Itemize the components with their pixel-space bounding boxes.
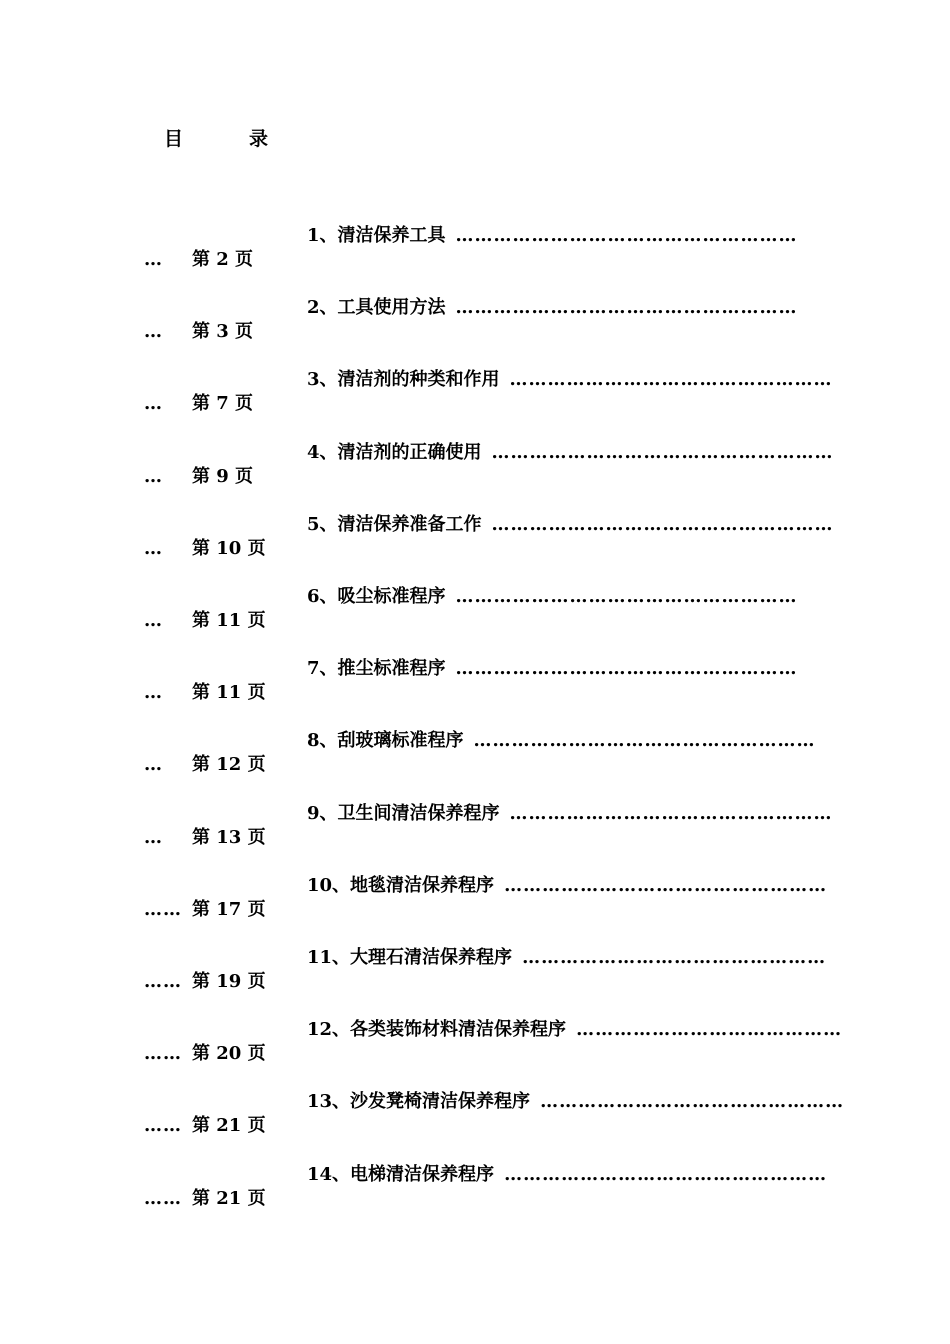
toc-leader-dots: ……………………………………………… — [455, 658, 798, 680]
toc-leader-dots-continued: …… — [144, 1115, 182, 1137]
toc-leader-dots-continued: … — [144, 465, 163, 487]
toc-leader-dots: ………………………………………… — [522, 947, 827, 968]
toc-entry-page-line — [144, 1111, 266, 1137]
toc-entry-heading — [307, 1087, 845, 1113]
toc-leader-dots-continued: … — [144, 321, 163, 343]
toc-leader-dots-continued: … — [144, 393, 163, 415]
toc-entry[interactable] — [0, 365, 950, 437]
toc-leader-dots: ……………………………………………… — [473, 730, 816, 752]
toc-entry-title: 12、各类装饰材料清洁保养程序 — [307, 1019, 567, 1041]
toc-page-number: 第 13 页 — [192, 826, 266, 848]
toc-entry-page-line — [144, 245, 253, 271]
toc-leader-dots-continued: …… — [144, 1187, 182, 1209]
toc-leader-dots: …………………………………………… — [504, 874, 828, 896]
toc-entry-page-line — [144, 389, 253, 415]
toc-page-number: 第 17 页 — [192, 898, 266, 920]
toc-entry-heading — [307, 438, 834, 464]
toc-leader-dots: ……………………………………………… — [455, 225, 798, 246]
toc-page-number: 第 21 页 — [192, 1115, 266, 1137]
toc-leader-dots-continued: … — [144, 826, 163, 848]
toc-page-number: 第 3 页 — [192, 321, 254, 343]
toc-entry-page-line — [144, 750, 266, 776]
toc-leader-dots: ………………………………………… — [540, 1091, 845, 1113]
toc-entry-heading — [307, 293, 803, 319]
toc-entry-page-line — [144, 678, 266, 704]
toc-page-number: 第 11 页 — [192, 682, 266, 704]
toc-entry-title: 14、电梯清洁保养程序 — [307, 1163, 495, 1185]
toc-page-number: 第 21 页 — [192, 1187, 266, 1209]
toc-entry-page-line — [144, 606, 266, 632]
toc-page-number: 第 2 页 — [192, 249, 254, 270]
toc-leader-dots: …………………………………………… — [509, 369, 833, 391]
toc-entry[interactable] — [0, 293, 950, 365]
toc-entry-title: 10、地毯清洁保养程序 — [307, 874, 495, 896]
toc-entry[interactable] — [0, 510, 950, 582]
toc-entry-heading — [307, 943, 827, 969]
toc-page-number: 第 12 页 — [192, 754, 266, 776]
toc-entry-title: 2、工具使用方法 — [307, 297, 446, 319]
toc-page-number: 第 20 页 — [192, 1043, 266, 1065]
toc-entry-page-line — [144, 462, 253, 488]
toc-leader-dots: …………………………………… — [576, 1019, 843, 1041]
toc-entry-title: 6、吸尘标准程序 — [307, 586, 446, 607]
toc-entry-page-line — [144, 967, 266, 993]
toc-leader-dots: ……………………………………………… — [455, 586, 798, 607]
toc-entry[interactable] — [0, 726, 950, 798]
toc-entry[interactable] — [0, 221, 950, 293]
toc-entry-heading — [307, 871, 828, 897]
title-char-2: 录 — [249, 128, 269, 150]
toc-entry[interactable] — [0, 582, 950, 654]
toc-leader-dots-continued: … — [144, 754, 163, 776]
toc-leader-dots: …………………………………………… — [504, 1163, 828, 1185]
toc-entry-title: 11、大理石清洁保养程序 — [307, 947, 513, 968]
toc-leader-dots-continued: … — [144, 249, 163, 270]
toc-leader-dots: ……………………………………………… — [491, 513, 834, 535]
toc-entry[interactable] — [0, 1087, 950, 1159]
toc-entry[interactable] — [0, 438, 950, 510]
toc-entry-page-line — [144, 1184, 266, 1210]
toc-entry-page-line — [144, 1039, 266, 1065]
toc-leader-dots: ……………………………………………… — [455, 297, 798, 319]
toc-leader-dots: ……………………………………………… — [491, 441, 834, 463]
toc-leader-dots-continued: … — [144, 610, 163, 631]
toc-entry-heading — [307, 221, 803, 247]
toc-entry-heading — [307, 1015, 843, 1041]
toc-leader-dots-continued: …… — [144, 1043, 182, 1065]
toc-entry-title: 9、卫生间清洁保养程序 — [307, 802, 500, 824]
toc-entry-heading — [307, 654, 803, 680]
toc-entry-heading — [307, 726, 816, 752]
toc-page-number: 第 9 页 — [192, 465, 254, 487]
toc-entry[interactable] — [0, 1015, 950, 1087]
toc-entry-page-line — [144, 317, 253, 343]
toc-page-number: 第 10 页 — [192, 537, 266, 559]
toc-entry-heading — [307, 799, 833, 825]
toc-leader-dots-continued: … — [144, 537, 163, 559]
toc-entry-title: 7、推尘标准程序 — [307, 658, 446, 680]
toc-entry-title: 8、刮玻璃标准程序 — [307, 730, 464, 752]
toc-page-number: 第 7 页 — [192, 393, 254, 415]
toc-page-number: 第 11 页 — [192, 610, 266, 631]
toc-entry-page-line — [144, 534, 266, 560]
toc-leader-dots-continued: …… — [144, 971, 182, 992]
toc-entry-page-line — [144, 823, 266, 849]
toc-entry-title: 1、清洁保养工具 — [307, 225, 446, 246]
toc-entry-heading — [307, 365, 833, 391]
toc-entry-title: 3、清洁剂的种类和作用 — [307, 369, 500, 391]
toc-entry-heading — [307, 582, 803, 608]
toc-entry[interactable] — [0, 943, 950, 1015]
toc-entry-page-line — [144, 895, 266, 921]
toc-entry-title: 5、清洁保养准备工作 — [307, 513, 482, 535]
toc-entry-heading — [307, 510, 834, 536]
toc-entry-heading — [307, 1160, 828, 1186]
toc-entry[interactable] — [0, 1160, 950, 1232]
toc-entry-title: 13、沙发凳椅清洁保养程序 — [307, 1091, 531, 1113]
title-char-1: 目 — [164, 128, 184, 150]
toc-leader-dots: …………………………………………… — [509, 802, 833, 824]
toc-entry-title: 4、清洁剂的正确使用 — [307, 441, 482, 463]
toc-entry[interactable] — [0, 654, 950, 726]
toc-entry[interactable] — [0, 871, 950, 943]
toc-page-number: 第 19 页 — [192, 971, 266, 992]
toc-leader-dots-continued: …… — [144, 898, 182, 920]
toc-leader-dots-continued: … — [144, 682, 163, 704]
page-title — [164, 124, 268, 151]
toc-entry[interactable] — [0, 799, 950, 871]
